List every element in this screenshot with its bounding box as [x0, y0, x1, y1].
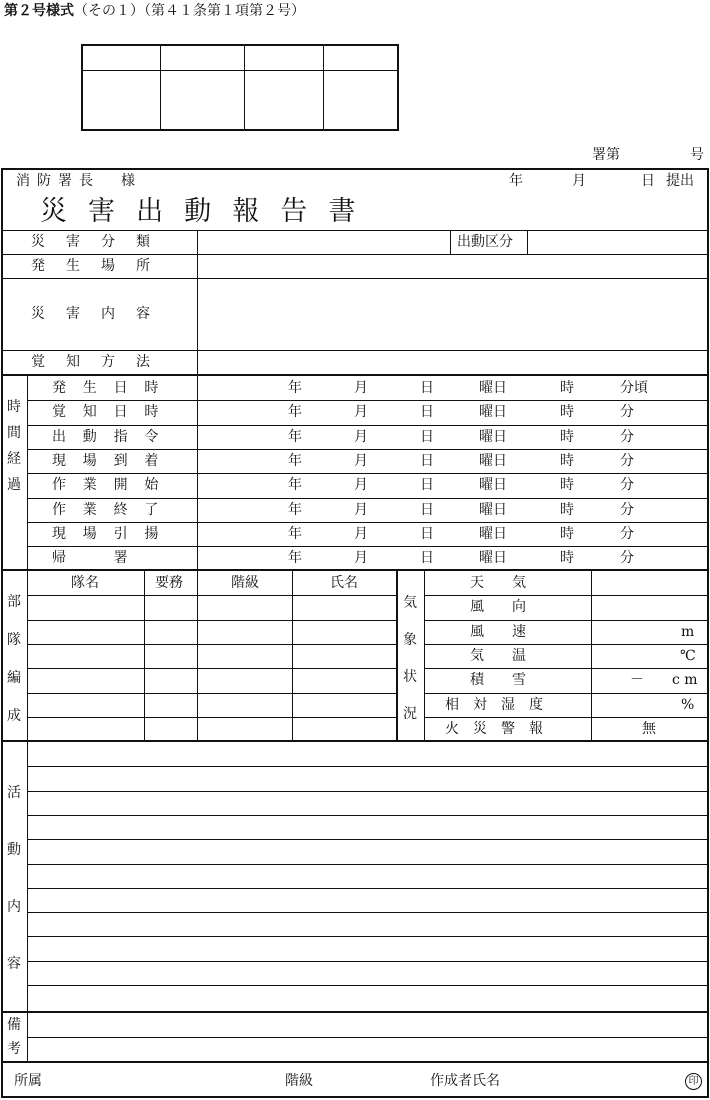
time-item-label: 覚知日時 — [52, 404, 176, 420]
weather-item-value: ℃ — [680, 648, 696, 664]
time-unit: 曜日 — [479, 526, 507, 542]
weather-label-char: 気 — [403, 595, 417, 611]
time-unit: 日 — [420, 453, 434, 469]
remarks-label-char: 備 — [7, 1017, 21, 1033]
time-unit: 時 — [560, 453, 574, 469]
time-unit: 年 — [288, 380, 302, 396]
time-unit: 年 — [288, 502, 302, 518]
unit-column-header: 階級 — [231, 575, 259, 591]
weather-item-label: 天 気 — [470, 575, 526, 591]
time-unit: 曜日 — [479, 404, 507, 420]
time-unit: 日 — [420, 404, 434, 420]
form-article: （その１）（第４１条第１項第２号） — [74, 3, 305, 19]
time-unit: 日 — [420, 526, 434, 542]
unit-label-char: 成 — [7, 708, 21, 724]
time-unit-minute: 分頃 — [620, 380, 648, 396]
label-location: 発生場所 — [31, 258, 171, 274]
time-unit: 曜日 — [479, 502, 507, 518]
unit-label-char: 編 — [7, 670, 21, 686]
form-number: 第２号様式 — [4, 3, 74, 19]
weather-item-label: 風 速 — [470, 624, 526, 640]
time-unit: 日 — [420, 502, 434, 518]
time-unit: 日 — [420, 380, 434, 396]
time-unit: 年 — [288, 429, 302, 445]
unit-column-header: 氏名 — [330, 575, 358, 591]
approval-stamp-box — [81, 44, 399, 131]
time-unit: 曜日 — [479, 380, 507, 396]
time-unit: 年 — [288, 404, 302, 420]
report-number: 署第 号 — [592, 147, 704, 163]
unit-label-char: 隊 — [7, 632, 21, 648]
unit-column-header: 要務 — [155, 575, 183, 591]
time-item-label: 現場到着 — [52, 453, 176, 469]
time-label-char: 経 — [7, 451, 21, 467]
date-submit: 提出 — [666, 173, 694, 189]
time-item-label: 作業終了 — [52, 502, 176, 518]
time-unit: 月 — [354, 526, 368, 542]
date-year: 年 — [509, 173, 523, 189]
activity-label-char: 動 — [7, 842, 21, 858]
time-unit: 年 — [288, 526, 302, 542]
time-unit: 曜日 — [479, 477, 507, 493]
time-unit: 時 — [560, 404, 574, 420]
seal-mark: 印 — [685, 1073, 702, 1090]
weather-item-value: 無 — [642, 721, 656, 737]
remarks-label-char: 考 — [7, 1041, 21, 1057]
weather-item-label: 相 対 湿 度 — [445, 697, 543, 713]
time-unit: 時 — [560, 380, 574, 396]
weather-item-value: － c m — [630, 672, 698, 688]
weather-item-value: % — [681, 697, 695, 713]
time-unit: 曜日 — [479, 429, 507, 445]
time-unit-minute: 分 — [620, 526, 634, 542]
time-unit: 年 — [288, 453, 302, 469]
label-rank: 階級 — [285, 1073, 313, 1089]
label-disaster-content: 災害内容 — [31, 306, 171, 322]
activity-label-char: 内 — [7, 899, 21, 915]
time-unit-minute: 分 — [620, 477, 634, 493]
time-unit: 年 — [288, 477, 302, 493]
time-unit: 時 — [560, 550, 574, 566]
time-unit: 時 — [560, 477, 574, 493]
time-item-label: 現場引揚 — [52, 526, 176, 542]
label-affiliation: 所属 — [14, 1073, 42, 1089]
time-unit-minute: 分 — [620, 429, 634, 445]
time-unit: 月 — [354, 502, 368, 518]
time-unit: 曜日 — [479, 550, 507, 566]
time-item-label: 帰 署 — [52, 550, 145, 566]
time-unit: 月 — [354, 380, 368, 396]
unit-label-char: 部 — [7, 594, 21, 610]
time-unit: 時 — [560, 502, 574, 518]
time-unit: 月 — [354, 429, 368, 445]
time-label-char: 間 — [7, 425, 21, 441]
weather-label-char: 況 — [403, 706, 417, 722]
time-unit: 月 — [354, 453, 368, 469]
weather-label-char: 象 — [403, 632, 417, 648]
time-unit: 曜日 — [479, 453, 507, 469]
time-unit: 月 — [354, 477, 368, 493]
time-unit: 時 — [560, 429, 574, 445]
date-day: 日 — [641, 173, 655, 189]
time-unit-minute: 分 — [620, 453, 634, 469]
time-item-label: 作業開始 — [52, 477, 176, 493]
label-disaster-category: 災害分類 — [31, 234, 171, 250]
weather-item-label: 火 災 警 報 — [445, 721, 543, 737]
time-unit-minute: 分 — [620, 404, 634, 420]
activity-label-char: 活 — [7, 785, 21, 801]
weather-item-label: 風 向 — [470, 599, 526, 615]
activity-label-char: 容 — [7, 956, 21, 972]
time-label-char: 過 — [7, 477, 21, 493]
weather-item-label: 積 雪 — [470, 672, 526, 688]
document-title: 災害出動報告書 — [40, 196, 377, 227]
time-item-label: 出動指令 — [52, 429, 176, 445]
unit-column-header: 隊名 — [71, 575, 99, 591]
form-number-header — [4, 0, 305, 20]
time-unit-minute: 分 — [620, 502, 634, 518]
recipient: 消防署長 様 — [16, 173, 142, 189]
weather-item-value: m — [681, 624, 695, 640]
time-item-label: 発生日時 — [52, 380, 176, 396]
label-author-name: 作成者氏名 — [430, 1073, 500, 1089]
label-dispatch-class: 出動区分 — [457, 234, 513, 250]
time-unit: 日 — [420, 429, 434, 445]
time-unit: 日 — [420, 550, 434, 566]
time-unit-minute: 分 — [620, 550, 634, 566]
time-unit: 日 — [420, 477, 434, 493]
time-unit: 月 — [354, 550, 368, 566]
label-awareness-method: 覚知方法 — [31, 354, 171, 370]
date-month: 月 — [572, 173, 586, 189]
time-unit: 年 — [288, 550, 302, 566]
weather-label-char: 状 — [403, 669, 417, 685]
time-unit: 時 — [560, 526, 574, 542]
time-unit: 月 — [354, 404, 368, 420]
weather-item-label: 気 温 — [470, 648, 526, 664]
time-label-char: 時 — [7, 399, 21, 415]
